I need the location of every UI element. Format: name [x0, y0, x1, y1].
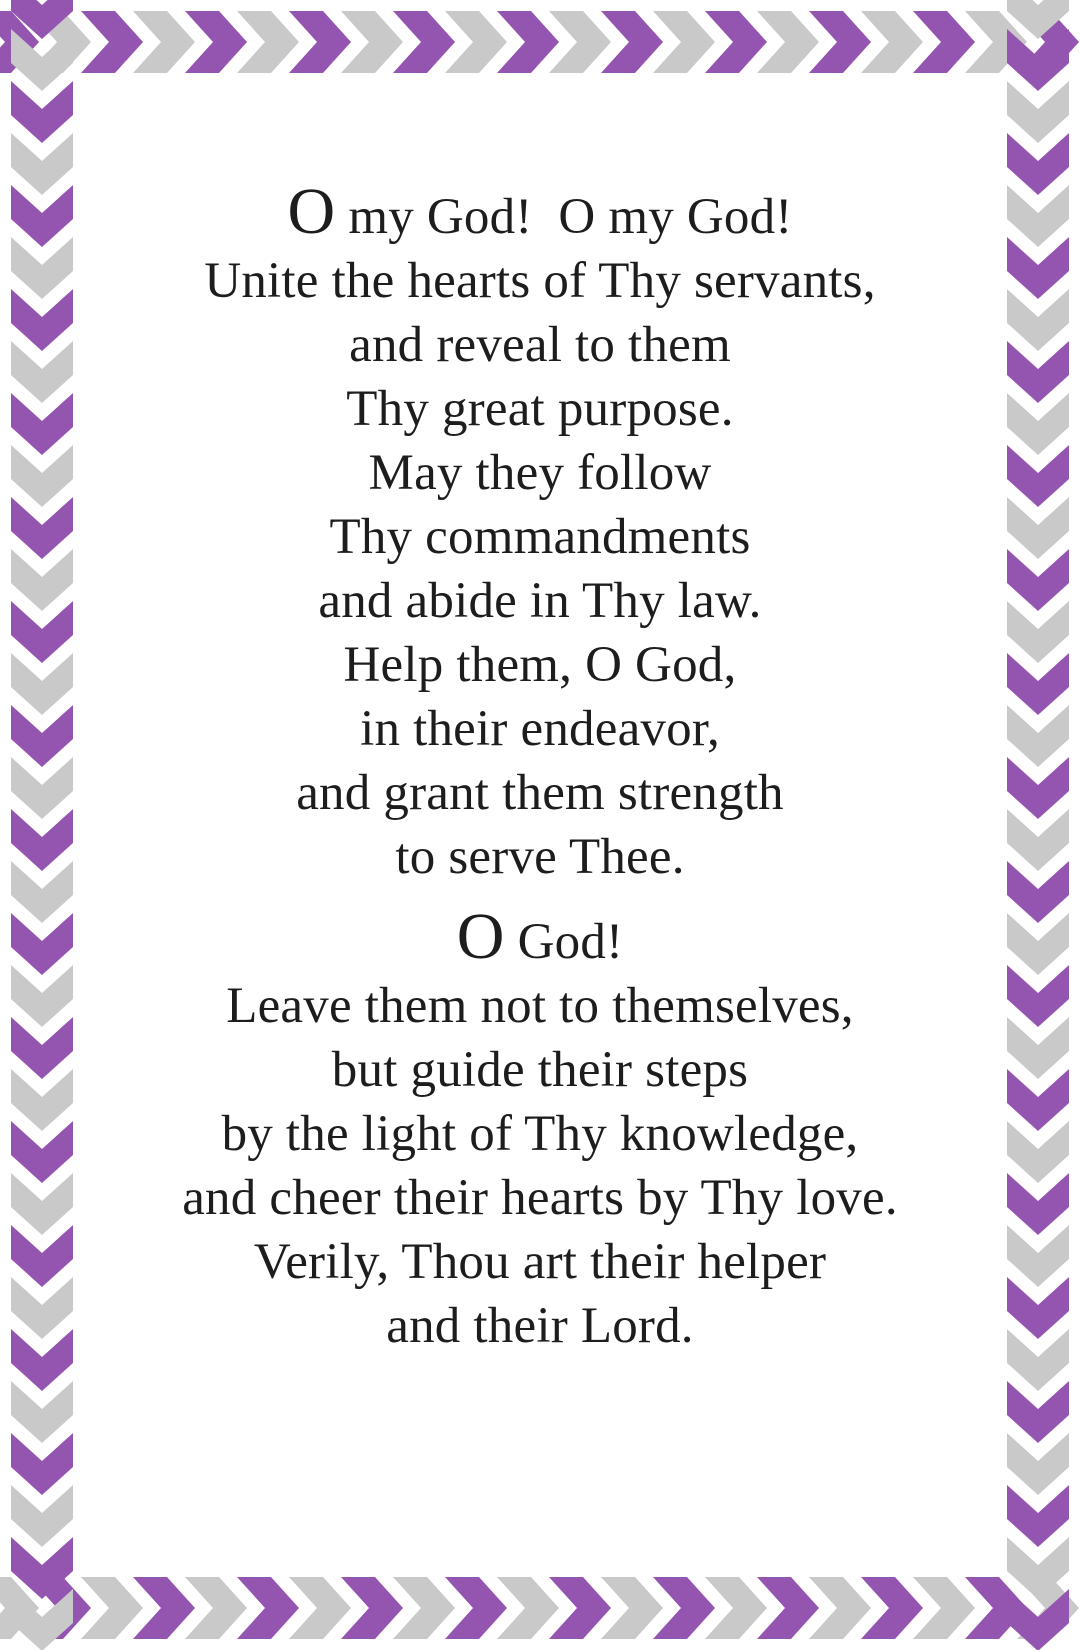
prayer-line [182, 377, 898, 441]
prayer-line [182, 1294, 898, 1358]
prayer-line [182, 1038, 898, 1102]
prayer-line-text: and abide in Thy law. [318, 573, 762, 629]
prayer-line-text: Leave them not to themselves, [226, 978, 854, 1034]
prayer-line-text: in their endeavor, [360, 701, 720, 757]
prayer-line [182, 1166, 898, 1230]
prayer-line [182, 249, 898, 313]
prayer-line [182, 313, 898, 377]
prayer-line-text: Help them, O God, [343, 637, 737, 693]
prayer-line [182, 825, 898, 889]
prayer-line-text: May they follow [368, 445, 712, 501]
prayer-line-text: to serve Thee. [395, 829, 685, 885]
prayer-line [182, 175, 898, 249]
prayer-line-text: Thy great purpose. [346, 381, 734, 437]
prayer-line-text: and cheer their hearts by Thy love. [182, 1170, 898, 1226]
stanza-break [182, 889, 898, 905]
drop-cap: O [287, 175, 336, 248]
prayer-line-text: and grant them strength [296, 765, 784, 821]
prayer-line [182, 633, 898, 697]
prayer-line [182, 900, 898, 974]
prayer-line [182, 1230, 898, 1294]
drop-cap: O [456, 900, 505, 973]
prayer-line-text: Unite the hearts of Thy servants, [204, 253, 876, 309]
prayer-line [182, 697, 898, 761]
prayer-line-text: but guide their steps [331, 1042, 749, 1098]
prayer-line [182, 761, 898, 825]
prayer-line [182, 974, 898, 1038]
prayer-line-text: Thy commandments [329, 509, 751, 565]
prayer-line-text: and their Lord. [386, 1298, 694, 1354]
prayer-card [100, 88, 980, 1562]
prayer-line [182, 441, 898, 505]
prayer-line [182, 505, 898, 569]
prayer-line-text: God! [504, 914, 624, 970]
prayer-line [182, 569, 898, 633]
prayer-line [182, 1102, 898, 1166]
prayer-line-text: and reveal to them [349, 317, 731, 373]
prayer-text-block [182, 175, 898, 1358]
prayer-line-text: my God! O my God! [335, 189, 793, 245]
prayer-line-text: Verily, Thou art their helper [253, 1234, 827, 1290]
prayer-line-text: by the light of Thy knowledge, [221, 1106, 859, 1162]
